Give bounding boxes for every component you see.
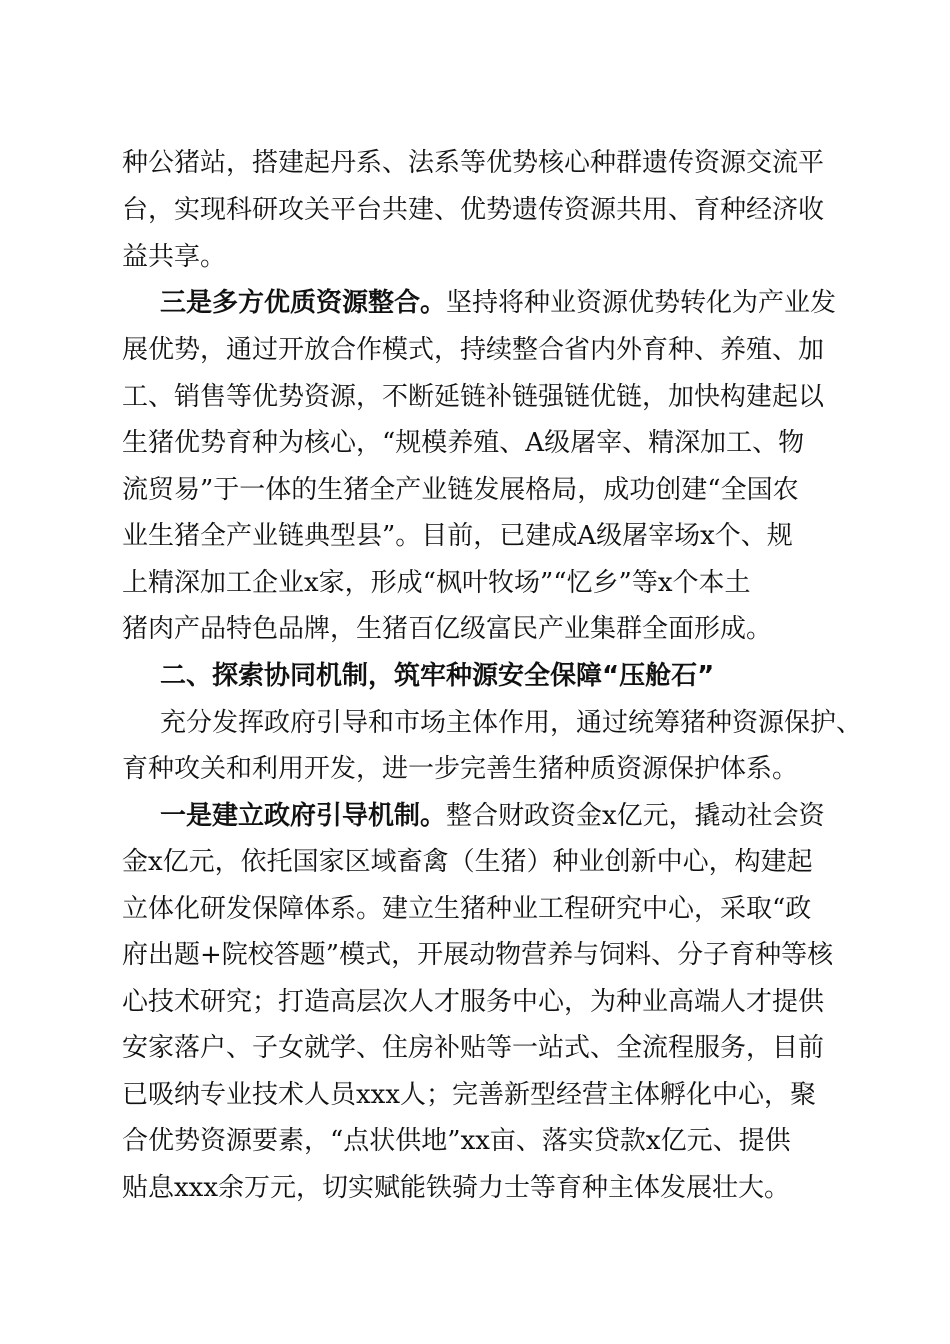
paragraph-line	[122, 380, 824, 414]
paragraph-lead: 三是多方优质资源整合。	[160, 288, 447, 318]
line-text: 充分发挥政府引导和市场主体作用，通过统筹猪种资源保护、	[160, 708, 863, 738]
line-text: 益共享。	[122, 242, 227, 272]
line-text: 坚持将种业资源优势转化为产业发	[446, 288, 837, 318]
paragraph-line	[122, 426, 804, 460]
paragraph-line	[122, 519, 793, 553]
paragraph-line	[160, 286, 836, 320]
line-text: 安家落户、子女就学、住房补贴等一站式、全流程服务，目前	[122, 1033, 825, 1063]
paragraph-line	[122, 146, 824, 180]
line-text: 心技术研究；打造高层次人才服务中心，为种业高端人才提供	[122, 987, 825, 1017]
paragraph-line	[122, 892, 811, 926]
line-text: 工、销售等优势资源，不断延链补链强链优链，加快构建起以	[122, 382, 825, 412]
line-text: 府出题+院校答题”模式，开展动物营养与饲料、分子育种等核	[122, 940, 834, 970]
paragraph-line	[122, 1171, 790, 1205]
paragraph-line	[122, 612, 772, 646]
line-text: 整合财政资金x亿元，撬动社会资	[446, 801, 825, 831]
paragraph-line	[122, 566, 751, 600]
line-text: 流贸易”于一体的生猪全产业链发展格局，成功创建“全国农	[122, 475, 799, 505]
paragraph-line	[160, 706, 862, 740]
line-text: 业生猪全产业链典型县”。目前，已建成A级屠宰场x个、规	[122, 521, 793, 551]
paragraph-line	[122, 193, 824, 227]
paragraph-line	[122, 985, 824, 1019]
line-text: 展优势，通过开放合作模式，持续整合省内外育种、养殖、加	[122, 335, 825, 365]
paragraph-line	[122, 845, 813, 879]
paragraph-line	[122, 1078, 816, 1112]
section-heading	[160, 659, 714, 693]
line-text: 已吸纳专业技术人员xxx人；完善新型经营主体孵化中心，聚	[122, 1080, 816, 1110]
paragraph-line	[122, 1031, 824, 1065]
line-text: 上精深加工企业x家，形成“枫叶牧场”“忆乡”等x个本土	[122, 568, 751, 598]
paragraph-line	[122, 333, 824, 367]
line-text: 猪肉产品特色品牌，生猪百亿级富民产业集群全面形成。	[122, 614, 773, 644]
paragraph-line	[160, 799, 825, 833]
line-text: 金x亿元，依托国家区域畜禽（生猪）种业创新中心，构建起	[122, 847, 813, 877]
paragraph-line	[122, 752, 798, 786]
heading-text: 二、探索协同机制，筑牢种源安全保障“压舱石”	[160, 661, 715, 691]
line-text: 生猪优势育种为核心，“规模养殖、A级屠宰、精深加工、物	[122, 428, 805, 458]
line-text: 立体化研发保障体系。建立生猪种业工程研究中心，采取“政	[122, 894, 812, 924]
line-text: 育种攻关和利用开发，进一步完善生猪种质资源保护体系。	[122, 754, 799, 784]
line-text: 贴息xxx余万元，切实赋能铁骑力士等育种主体发展壮大。	[122, 1173, 790, 1203]
line-text: 合优势资源要素，“点状供地”xx亩、落实贷款x亿元、提供	[122, 1126, 791, 1156]
paragraph-line	[122, 473, 799, 507]
paragraph-lead: 一是建立政府引导机制。	[160, 801, 447, 831]
paragraph-line	[122, 938, 833, 972]
line-text: 种公猪站，搭建起丹系、法系等优势核心种群遗传资源交流平	[122, 148, 825, 178]
paragraph-line	[122, 1124, 791, 1158]
line-text: 台，实现科研攻关平台共建、优势遗传资源共用、育种经济收	[122, 195, 825, 225]
paragraph-line	[122, 240, 226, 274]
